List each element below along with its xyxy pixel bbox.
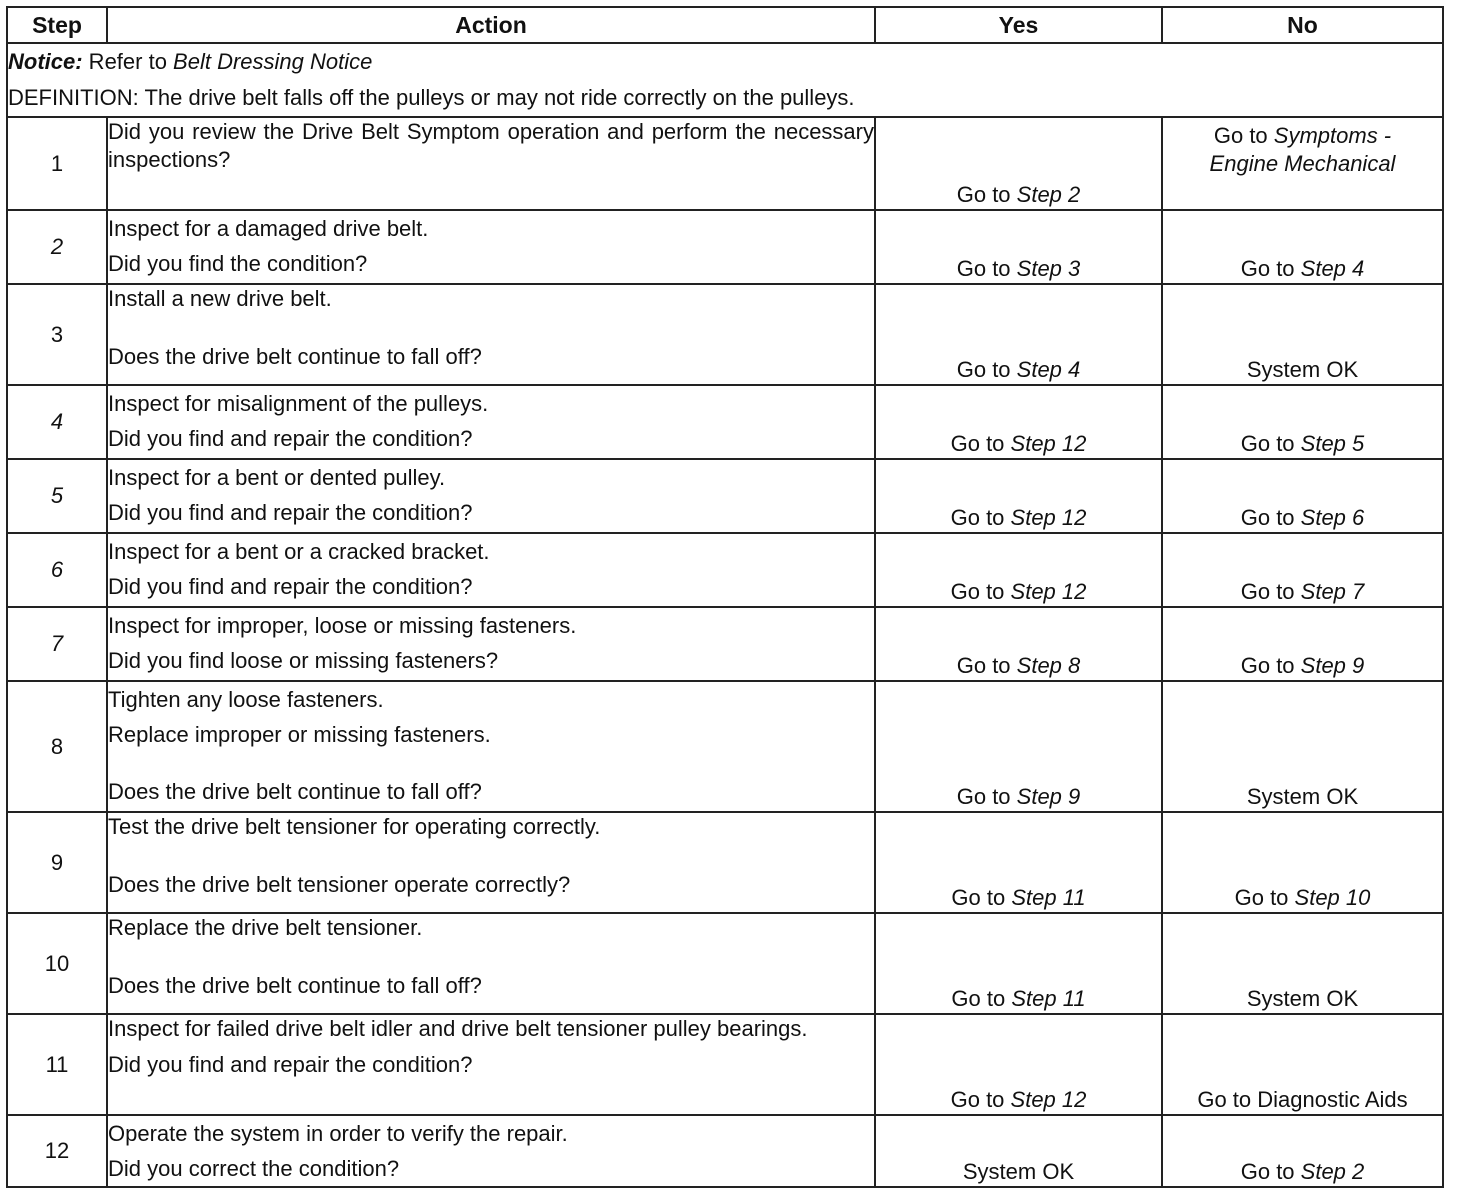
action-cell	[107, 459, 875, 533]
step-number: 7	[7, 607, 107, 681]
yes-cell	[875, 681, 1162, 812]
action-question: Did you find and repair the condition?	[108, 574, 473, 599]
step-number: 1	[7, 117, 107, 210]
no-cell	[1162, 533, 1443, 607]
yes-step-ref: Step 12	[1010, 579, 1087, 604]
action-cell	[107, 385, 875, 459]
table-row	[7, 459, 1443, 533]
no-step-ref: Step 10	[1294, 885, 1371, 910]
definition-text: DEFINITION: The drive belt falls off the pulleys or may not ride correctly on the pulleys.	[8, 85, 855, 110]
no-cell	[1162, 210, 1443, 284]
no-prefix: Go to	[1240, 1159, 1301, 1184]
action-question: Did you find and repair the condition?	[108, 1052, 473, 1077]
action-cell	[107, 284, 875, 385]
yes-step-ref: Step 12	[1010, 505, 1087, 530]
step-number: 12	[7, 1115, 107, 1187]
yes-prefix: Go to	[956, 256, 1017, 281]
yes-cell	[875, 607, 1162, 681]
yes-cell	[875, 117, 1162, 210]
yes-step-ref: Step 9	[1016, 784, 1081, 809]
no-step-ref: Step 2	[1300, 1159, 1365, 1184]
header-yes: Yes	[875, 7, 1162, 43]
action-line: Replace the drive belt tensioner.	[108, 915, 423, 940]
yes-prefix: Go to	[956, 784, 1017, 809]
yes-prefix: Go to	[956, 357, 1017, 382]
yes-prefix: Go to	[951, 885, 1012, 910]
yes-prefix: Go to	[950, 505, 1011, 530]
no-prefix: Go to	[1240, 256, 1301, 281]
action-cell	[107, 117, 875, 210]
yes-step-ref: Step 4	[1016, 357, 1081, 382]
yes-cell: System OK	[875, 1115, 1162, 1187]
yes-step-ref: Step 12	[1010, 1087, 1087, 1112]
action-line: Inspect for failed drive belt idler and drive belt tensioner pulley bearings.	[108, 1016, 808, 1041]
table-row	[7, 284, 1443, 385]
table-row	[7, 385, 1443, 459]
yes-prefix: Go to	[956, 182, 1017, 207]
yes-step-ref: Step 3	[1016, 256, 1081, 281]
yes-cell	[875, 284, 1162, 385]
step-number: 9	[7, 812, 107, 913]
yes-cell	[875, 1014, 1162, 1115]
action-cell	[107, 210, 875, 284]
action-cell	[107, 913, 875, 1014]
header-no: No	[1162, 7, 1443, 43]
action-cell	[107, 1014, 875, 1115]
action-cell	[107, 681, 875, 812]
no-cell	[1162, 1115, 1443, 1187]
no-step-ref: Step 6	[1300, 505, 1365, 530]
yes-step-ref: Step 2	[1016, 182, 1081, 207]
step-number: 3	[7, 284, 107, 385]
yes-cell	[875, 385, 1162, 459]
no-step-ref: Step 5	[1300, 431, 1365, 456]
no-cell: System OK	[1162, 913, 1443, 1014]
no-prefix: Go to	[1240, 653, 1301, 678]
yes-cell	[875, 459, 1162, 533]
no-step-ref: Step 7	[1300, 579, 1365, 604]
yes-cell	[875, 812, 1162, 913]
yes-cell	[875, 533, 1162, 607]
action-question: Does the drive belt continue to fall off?	[108, 779, 482, 804]
step-number: 11	[7, 1014, 107, 1115]
table-row	[7, 1014, 1443, 1115]
step-number: 4	[7, 385, 107, 459]
action-line: Did you review the Drive Belt Symptom operation and perform the necessary inspections?	[108, 119, 874, 172]
no-cell: Go to Diagnostic Aids	[1162, 1014, 1443, 1115]
yes-step-ref: Step 12	[1010, 431, 1087, 456]
diagnostic-table	[6, 6, 1444, 1188]
notice-link: Belt Dressing Notice	[173, 49, 373, 74]
action-line: Tighten any loose fasteners.	[108, 687, 384, 712]
no-prefix: Go to	[1240, 505, 1301, 530]
no-prefix: Go to	[1213, 123, 1274, 148]
table-row	[7, 1115, 1443, 1187]
no-cell: System OK	[1162, 284, 1443, 385]
action-line: Inspect for a damaged drive belt.	[108, 216, 429, 241]
notice-text: Refer to	[82, 49, 174, 74]
diagnostic-table-sheet	[6, 6, 1444, 1188]
notice-line	[8, 44, 1442, 80]
no-cell	[1162, 459, 1443, 533]
action-question: Does the drive belt continue to fall off?	[108, 973, 482, 998]
no-prefix: Go to	[1234, 885, 1295, 910]
table-row	[7, 210, 1443, 284]
no-cell: System OK	[1162, 681, 1443, 812]
notice-cell	[7, 43, 1443, 117]
yes-cell	[875, 913, 1162, 1014]
action-line: Inspect for improper, loose or missing fasteners.	[108, 613, 577, 638]
action-question: Does the drive belt tensioner operate correctly?	[108, 872, 571, 897]
yes-prefix: Go to	[950, 579, 1011, 604]
header-action: Action	[107, 7, 875, 43]
action-question: Did you find loose or missing fasteners?	[108, 648, 499, 673]
yes-prefix: Go to	[950, 431, 1011, 456]
no-cell	[1162, 607, 1443, 681]
header-step: Step	[7, 7, 107, 43]
step-number: 10	[7, 913, 107, 1014]
action-cell	[107, 1115, 875, 1187]
action-cell	[107, 533, 875, 607]
action-line: Install a new drive belt.	[108, 286, 332, 311]
no-cell	[1162, 812, 1443, 913]
action-line: Inspect for misalignment of the pulleys.	[108, 391, 489, 416]
action-question: Did you find and repair the condition?	[108, 500, 473, 525]
action-line: Replace improper or missing fasteners.	[108, 722, 491, 747]
action-cell	[107, 812, 875, 913]
no-prefix: Go to	[1240, 579, 1301, 604]
no-step-ref: Step 9	[1300, 653, 1365, 678]
action-question: Did you correct the condition?	[108, 1156, 400, 1181]
action-line: Inspect for a bent or dented pulley.	[108, 465, 446, 490]
yes-cell	[875, 210, 1162, 284]
action-cell	[107, 607, 875, 681]
action-question: Did you find and repair the condition?	[108, 426, 473, 451]
table-row	[7, 607, 1443, 681]
yes-step-ref: Step 8	[1016, 653, 1081, 678]
notice-row	[7, 43, 1443, 117]
no-step-ref: Symptoms - Engine Mechanical	[1209, 123, 1396, 176]
action-line: Test the drive belt tensioner for operating correctly.	[108, 814, 601, 839]
table-row	[7, 117, 1443, 210]
no-step-ref: Step 4	[1300, 256, 1365, 281]
table-row	[7, 812, 1443, 913]
notice-label: Notice:	[8, 49, 83, 74]
step-number: 8	[7, 681, 107, 812]
no-cell	[1162, 117, 1443, 210]
action-question: Did you find the condition?	[108, 251, 368, 276]
yes-step-ref: Step 11	[1011, 986, 1086, 1011]
action-question: Does the drive belt continue to fall off?	[108, 344, 482, 369]
no-prefix: Go to	[1240, 431, 1301, 456]
no-cell	[1162, 385, 1443, 459]
yes-prefix: Go to	[956, 653, 1017, 678]
step-number: 6	[7, 533, 107, 607]
step-number: 5	[7, 459, 107, 533]
action-line: Inspect for a bent or a cracked bracket.	[108, 539, 490, 564]
table-row	[7, 533, 1443, 607]
yes-step-ref: Step 11	[1011, 885, 1086, 910]
yes-prefix: Go to	[951, 986, 1012, 1011]
table-row	[7, 913, 1443, 1014]
action-line: Operate the system in order to verify the repair.	[108, 1121, 568, 1146]
yes-prefix: Go to	[950, 1087, 1011, 1112]
step-number: 2	[7, 210, 107, 284]
table-row	[7, 681, 1443, 812]
header-row	[7, 7, 1443, 43]
